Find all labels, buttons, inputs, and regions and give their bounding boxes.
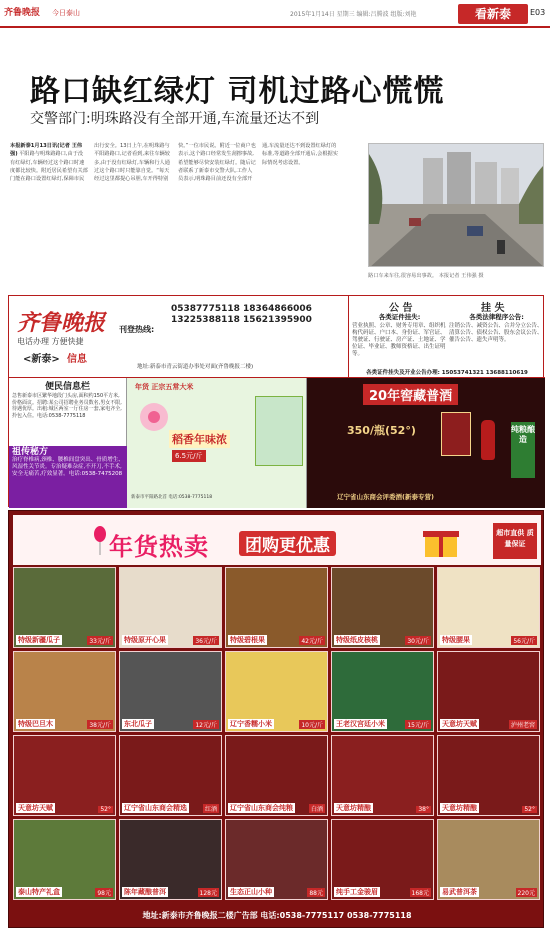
product-price: 12元/斤 xyxy=(195,722,217,729)
product-price: 泸州老窖 xyxy=(510,722,535,729)
product-label: 辽宁香糯小米 xyxy=(230,720,272,728)
article-text: 平阳路与明珠路路口,由于没有红绿灯,车辆经过这个路口时速度都比较快。附近居民希望有关部门能在路口设置红绿灯,保障市民出行安全。13日上午,在明珠路与平阳路路口,记者看到,来往车辆较多,由于没有红绿灯,车辆和行人通过这个路口时只能靠自觉。“每天经过这里都提心吊胆,车开得特别快。”一位市民说。附近一位商户也表示,这个路口经常发生刮擦事故,希望能够尽快安装红绿灯。随后记者联系了新泰市交警大队,工作人员表示,明珠路目前还没有全部开通,车流量还达不到设置红绿灯的标准,等道路全部开通后,会根据实际情况考虑设置。 xyxy=(10,143,338,183)
rice-title: 年货 正宗五常大米 xyxy=(135,383,194,391)
product-cell xyxy=(13,651,116,732)
rice-ad xyxy=(127,378,307,508)
product-label: 特级纸皮核桃 xyxy=(336,636,378,644)
product-label: 王老汉宫廷小米 xyxy=(336,720,385,728)
notice-footer: 各类证件挂失及开业公告办理: 15053741321 13688110619 xyxy=(366,370,528,376)
notice-left-column xyxy=(352,314,447,358)
product-label: 天意坊天赋 xyxy=(442,720,477,728)
product-cell xyxy=(437,567,540,648)
notice-box xyxy=(349,296,545,378)
notice-right-column xyxy=(449,314,544,344)
xintai-label: <新泰> xyxy=(23,354,60,365)
product-label: 辽宁省山东商会精选 xyxy=(124,804,187,812)
notice-left-body: 营业执照、公章、财务专用章、组织机构代码证、户口本、身份证、军官证、驾驶证、行驶证、房产证、土地证、学位证、毕业证、教师资格证、出生证明等。 xyxy=(352,323,446,357)
product-cell xyxy=(331,651,434,732)
product-cell xyxy=(437,735,540,816)
page-header xyxy=(0,0,550,28)
promo-footer: 地址:新泰市齐鲁晚报二楼广告部 电话:0538-7775117 0538-7775118 xyxy=(142,911,412,920)
section-name: 今日泰山 xyxy=(52,9,80,17)
product-cell xyxy=(119,567,222,648)
product-price: 15元/斤 xyxy=(407,722,429,729)
rice-headline: 稻香年味浓 xyxy=(169,430,230,448)
product-label: 泰山特产礼盒 xyxy=(18,888,60,896)
product-cell xyxy=(331,735,434,816)
notice-right-sub: 各类法律程序公告: xyxy=(469,313,524,321)
page-number: E03 xyxy=(530,8,546,17)
product-cell xyxy=(13,567,116,648)
xintai-info-label: 信息 xyxy=(67,354,87,365)
product-label: 陈年藏酿普洱 xyxy=(124,888,166,896)
product-cell xyxy=(119,819,222,900)
loss-title: 挂 失 xyxy=(481,303,505,314)
product-cell xyxy=(331,819,434,900)
gift-icon xyxy=(421,523,461,559)
product-price: 38° xyxy=(418,806,429,813)
street-scene-image xyxy=(369,144,544,267)
product-price: 56元/斤 xyxy=(513,638,535,645)
product-price: 42元/斤 xyxy=(301,638,323,645)
product-cell xyxy=(225,651,328,732)
product-label: 辽宁省山东商会纯粮 xyxy=(230,804,293,812)
product-cell xyxy=(13,819,116,900)
product-price: 98元 xyxy=(97,890,111,897)
product-cell xyxy=(225,819,328,900)
product-label: 特级碧根果 xyxy=(230,636,265,644)
balloon-icon xyxy=(93,525,107,555)
product-price: 128元 xyxy=(199,890,217,897)
section-tag: 看新泰 xyxy=(458,4,528,24)
product-label: 特级巴旦木 xyxy=(18,720,53,728)
product-label: 东北瓜子 xyxy=(124,720,152,728)
info-body: 急售新泰市区繁华地段门头房,面积约150平方米,价格面议。招聘:某公司招聘业务员数名,男女不限,待遇优厚。出租:城区两室一厅住房一套,家电齐全,拎包入住。电话:0538-7775118 xyxy=(12,392,122,420)
classified-header xyxy=(9,296,349,378)
remedy-title: 祖传秘方 xyxy=(12,447,49,457)
wine-footer: 辽宁省山东商会评委酒(新泰专营) xyxy=(337,493,434,501)
newspaper-logo: 齐鲁晚报 xyxy=(17,310,106,336)
product-cell xyxy=(331,567,434,648)
notice-right-body: 注销公告、减资公告、合并分立公告、清算公告、债权公告、股东会议公告、催告公告、遗失声明等。 xyxy=(449,323,543,343)
product-price: 33元/斤 xyxy=(89,638,111,645)
remedy-body: 治疗脊椎病,颈椎、腰椎间盘突出、骨质增生、风湿性关节炎。专治疑难杂症,不开刀,不手术,安全无痛苦,疗效显著。电话:0538-7475208 xyxy=(12,457,124,477)
product-label: 易武普洱茶 xyxy=(442,888,477,896)
byline: 本报新泰1月13日讯(记者 王伟强) xyxy=(10,143,83,158)
wine-box-image xyxy=(441,412,471,456)
new-year-promo xyxy=(8,510,544,928)
wine-badge: 纯粮酿造 xyxy=(511,422,535,478)
product-price: 白酒 xyxy=(310,806,323,813)
wine-title: 20年窖藏普酒 xyxy=(363,384,458,405)
product-cell xyxy=(119,651,222,732)
product-price: 红酒 xyxy=(204,806,217,813)
product-cell xyxy=(437,819,540,900)
product-label: 特级腰果 xyxy=(442,636,470,644)
product-price: 10元/斤 xyxy=(301,722,323,729)
promo-banner xyxy=(13,515,541,565)
promo-badge: 超市直供 质量保证 xyxy=(493,523,537,559)
masthead: 齐鲁晚报 xyxy=(4,8,41,18)
hotline-line-2: 13225388118 15621395900 xyxy=(171,315,312,325)
product-cell xyxy=(13,735,116,816)
hotline-line-1: 05387775118 18364866006 xyxy=(171,304,312,314)
hotline-label: 刊登热线: xyxy=(119,325,155,334)
product-label: 生态正山小种 xyxy=(230,888,272,896)
product-price: 36元/斤 xyxy=(195,638,217,645)
headline: 路口缺红绿灯 司机过路心慌慌 xyxy=(30,74,445,109)
product-cell xyxy=(225,567,328,648)
product-label: 特级新疆瓜子 xyxy=(18,636,60,644)
tagline: 电话办理 方便快捷 xyxy=(17,337,84,346)
classified-ad-area xyxy=(8,295,544,507)
product-price: 52° xyxy=(100,806,111,813)
wine-bottle-image xyxy=(481,420,495,460)
product-price: 168元 xyxy=(411,890,429,897)
article-body xyxy=(10,142,340,292)
product-price: 88元 xyxy=(309,890,323,897)
product-price: 38元/斤 xyxy=(89,722,111,729)
notice-title: 公 告 xyxy=(389,303,413,314)
notice-left-sub: 各类证件挂失: xyxy=(378,313,421,321)
subhead: 交警部门:明珠路没有全部开通,车流量还达不到 xyxy=(30,111,320,127)
wine-ad xyxy=(307,378,545,508)
flower-icon xyxy=(137,400,171,434)
news-photo xyxy=(368,143,544,267)
info-title: 便民信息栏 xyxy=(44,382,90,392)
product-price: 220元 xyxy=(517,890,535,897)
product-grid xyxy=(13,567,541,903)
product-cell xyxy=(225,735,328,816)
date-editor-line: 2015年1月14日 星期三 编辑:吕腾波 组版:刘艳 xyxy=(290,11,417,18)
photo-caption: 路口车来车往,很容易出事故。 本报记者 王伟强 摄 xyxy=(368,273,484,279)
product-price: 52° xyxy=(524,806,535,813)
product-cell xyxy=(119,735,222,816)
product-cell xyxy=(437,651,540,732)
product-label: 特级原开心果 xyxy=(124,636,166,644)
wine-price: 350/瓶(52°) xyxy=(347,424,416,437)
hotline-numbers xyxy=(171,304,312,326)
address-line: 地址:新泰市青云街道办事处对面(齐鲁晚报二楼) xyxy=(137,364,254,370)
promo-subtitle: 团购更优惠 xyxy=(239,531,336,556)
product-label: 纯手工金骏眉 xyxy=(336,888,378,896)
remedy-ad xyxy=(9,446,127,508)
rice-price: 6.5元/斤 xyxy=(172,450,206,462)
product-label: 天意坊精酿 xyxy=(336,804,371,812)
promo-title: 年货热卖 xyxy=(109,533,209,561)
rice-footer: 新泰市平阳路北首 电话:0538-7775118 xyxy=(131,495,213,500)
product-price: 30元/斤 xyxy=(407,638,429,645)
rice-bag-image xyxy=(255,396,303,466)
product-label: 天意坊天赋 xyxy=(18,804,53,812)
product-label: 天意坊精酿 xyxy=(442,804,477,812)
